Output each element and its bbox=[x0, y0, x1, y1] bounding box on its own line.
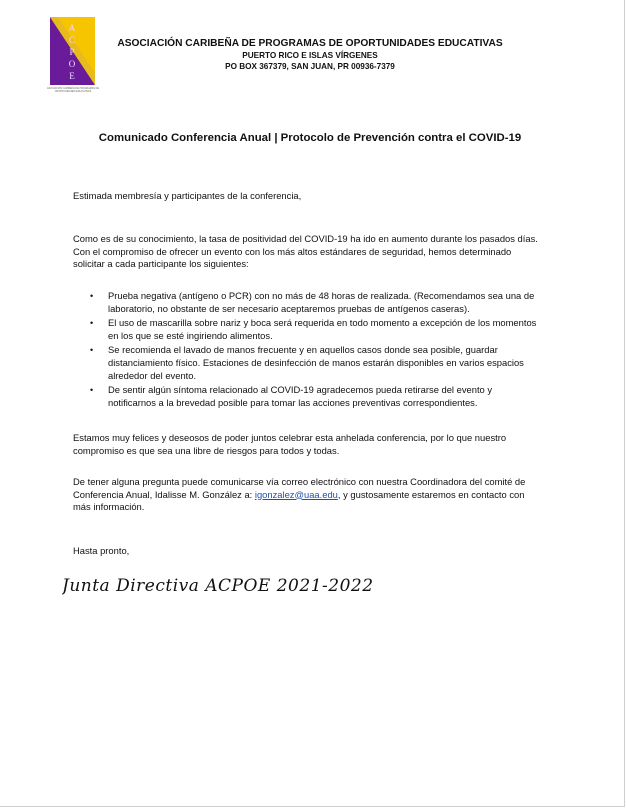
letterhead bbox=[110, 37, 510, 72]
bullet-icon: • bbox=[90, 291, 94, 301]
bullet-icon: • bbox=[90, 345, 94, 356]
organization-name: ASOCIACIÓN CARIBEÑA DE PROGRAMAS DE OPORTUNIDADES EDUCATIVAS bbox=[117, 38, 503, 49]
list-item: • Prueba negativa (antígeno o PCR) con no más de 48 horas de realizada. (Recomendamos sea una de laboratorio, no obstante de ser necesario aceptaremos pruebas de antígenos caseras). bbox=[90, 290, 535, 314]
logo-letter-a: A bbox=[68, 23, 76, 33]
logo-letter-e: E bbox=[69, 71, 75, 81]
requirements-list bbox=[90, 290, 540, 411]
intro-paragraph: Como es de su conocimiento, la tasa de positividad del COVID-19 ha ido en aumento durante los pasados días. Con el compromiso de ofrecer un evento con los más altos estándares de seguridad, hemos determinado solicitar a cada participante los siguientes: bbox=[73, 233, 538, 270]
organization-address: PO BOX 367379, SAN JUAN, PR 00936-7379 bbox=[225, 62, 395, 71]
email-link[interactable]: igonzalez@uaa.edu bbox=[254, 488, 338, 500]
closing-paragraph: Estamos muy felices y deseosos de poder juntos celebrar esta anhelada conferencia, por lo que nuestro compromiso es que sea una libre de riesgos para todos y todas. bbox=[73, 432, 507, 456]
logo-letter-c: C bbox=[68, 35, 76, 45]
handwritten-signature bbox=[62, 567, 392, 607]
greeting: Estimada membresía y participantes de la conferencia, bbox=[73, 190, 302, 201]
acpoe-logo bbox=[50, 17, 95, 85]
list-item: • Se recomienda el lavado de manos frecuente y en aquellos casos donde sea posible, guardar distanciamiento físico. Estaciones de desinfección de manos estarán disponibles en varios espacios alrededor del evento. bbox=[90, 344, 524, 381]
logo-letter-p: P bbox=[69, 47, 75, 57]
farewell: Hasta pronto, bbox=[73, 545, 130, 556]
bullet-icon: • bbox=[90, 385, 94, 396]
list-item: • El uso de mascarilla sobre nariz y boca será requerida en todo momento a excepción de los momentos en los que se esté ingiriendo alimentos. bbox=[90, 317, 537, 341]
logo-letter-o: O bbox=[68, 59, 76, 69]
organization-region: PUERTO RICO E ISLAS VÍRGENES bbox=[242, 51, 378, 60]
logo-caption: ASOCIACIÓN CARIBEÑA DE PROGRAMAS DE OPORTUNIDADES EDUCATIVAS bbox=[47, 87, 99, 93]
bullet-icon: • bbox=[90, 318, 94, 329]
contact-paragraph: De tener alguna pregunta puede comunicarse vía correo electrónico con nuestra Coordinadora del comité de Conferencia Anual, Idalisse M. González a: igonzalez@uaa.edu, y gustosamente estaremos en contacto con más información. bbox=[73, 476, 526, 513]
document-title: Comunicado Conferencia Anual | Protocolo de Prevención contra el COVID-19 bbox=[98, 132, 522, 144]
list-item: • De sentir algún síntoma relacionado al COVID-19 agradecemos pueda retirarse del evento y notificarnos a la brevedad posible para tomar las acciones preventivas correspondientes. bbox=[90, 384, 493, 408]
signature-text: Junta Directiva ACPOE 2021-2022 bbox=[62, 576, 374, 596]
